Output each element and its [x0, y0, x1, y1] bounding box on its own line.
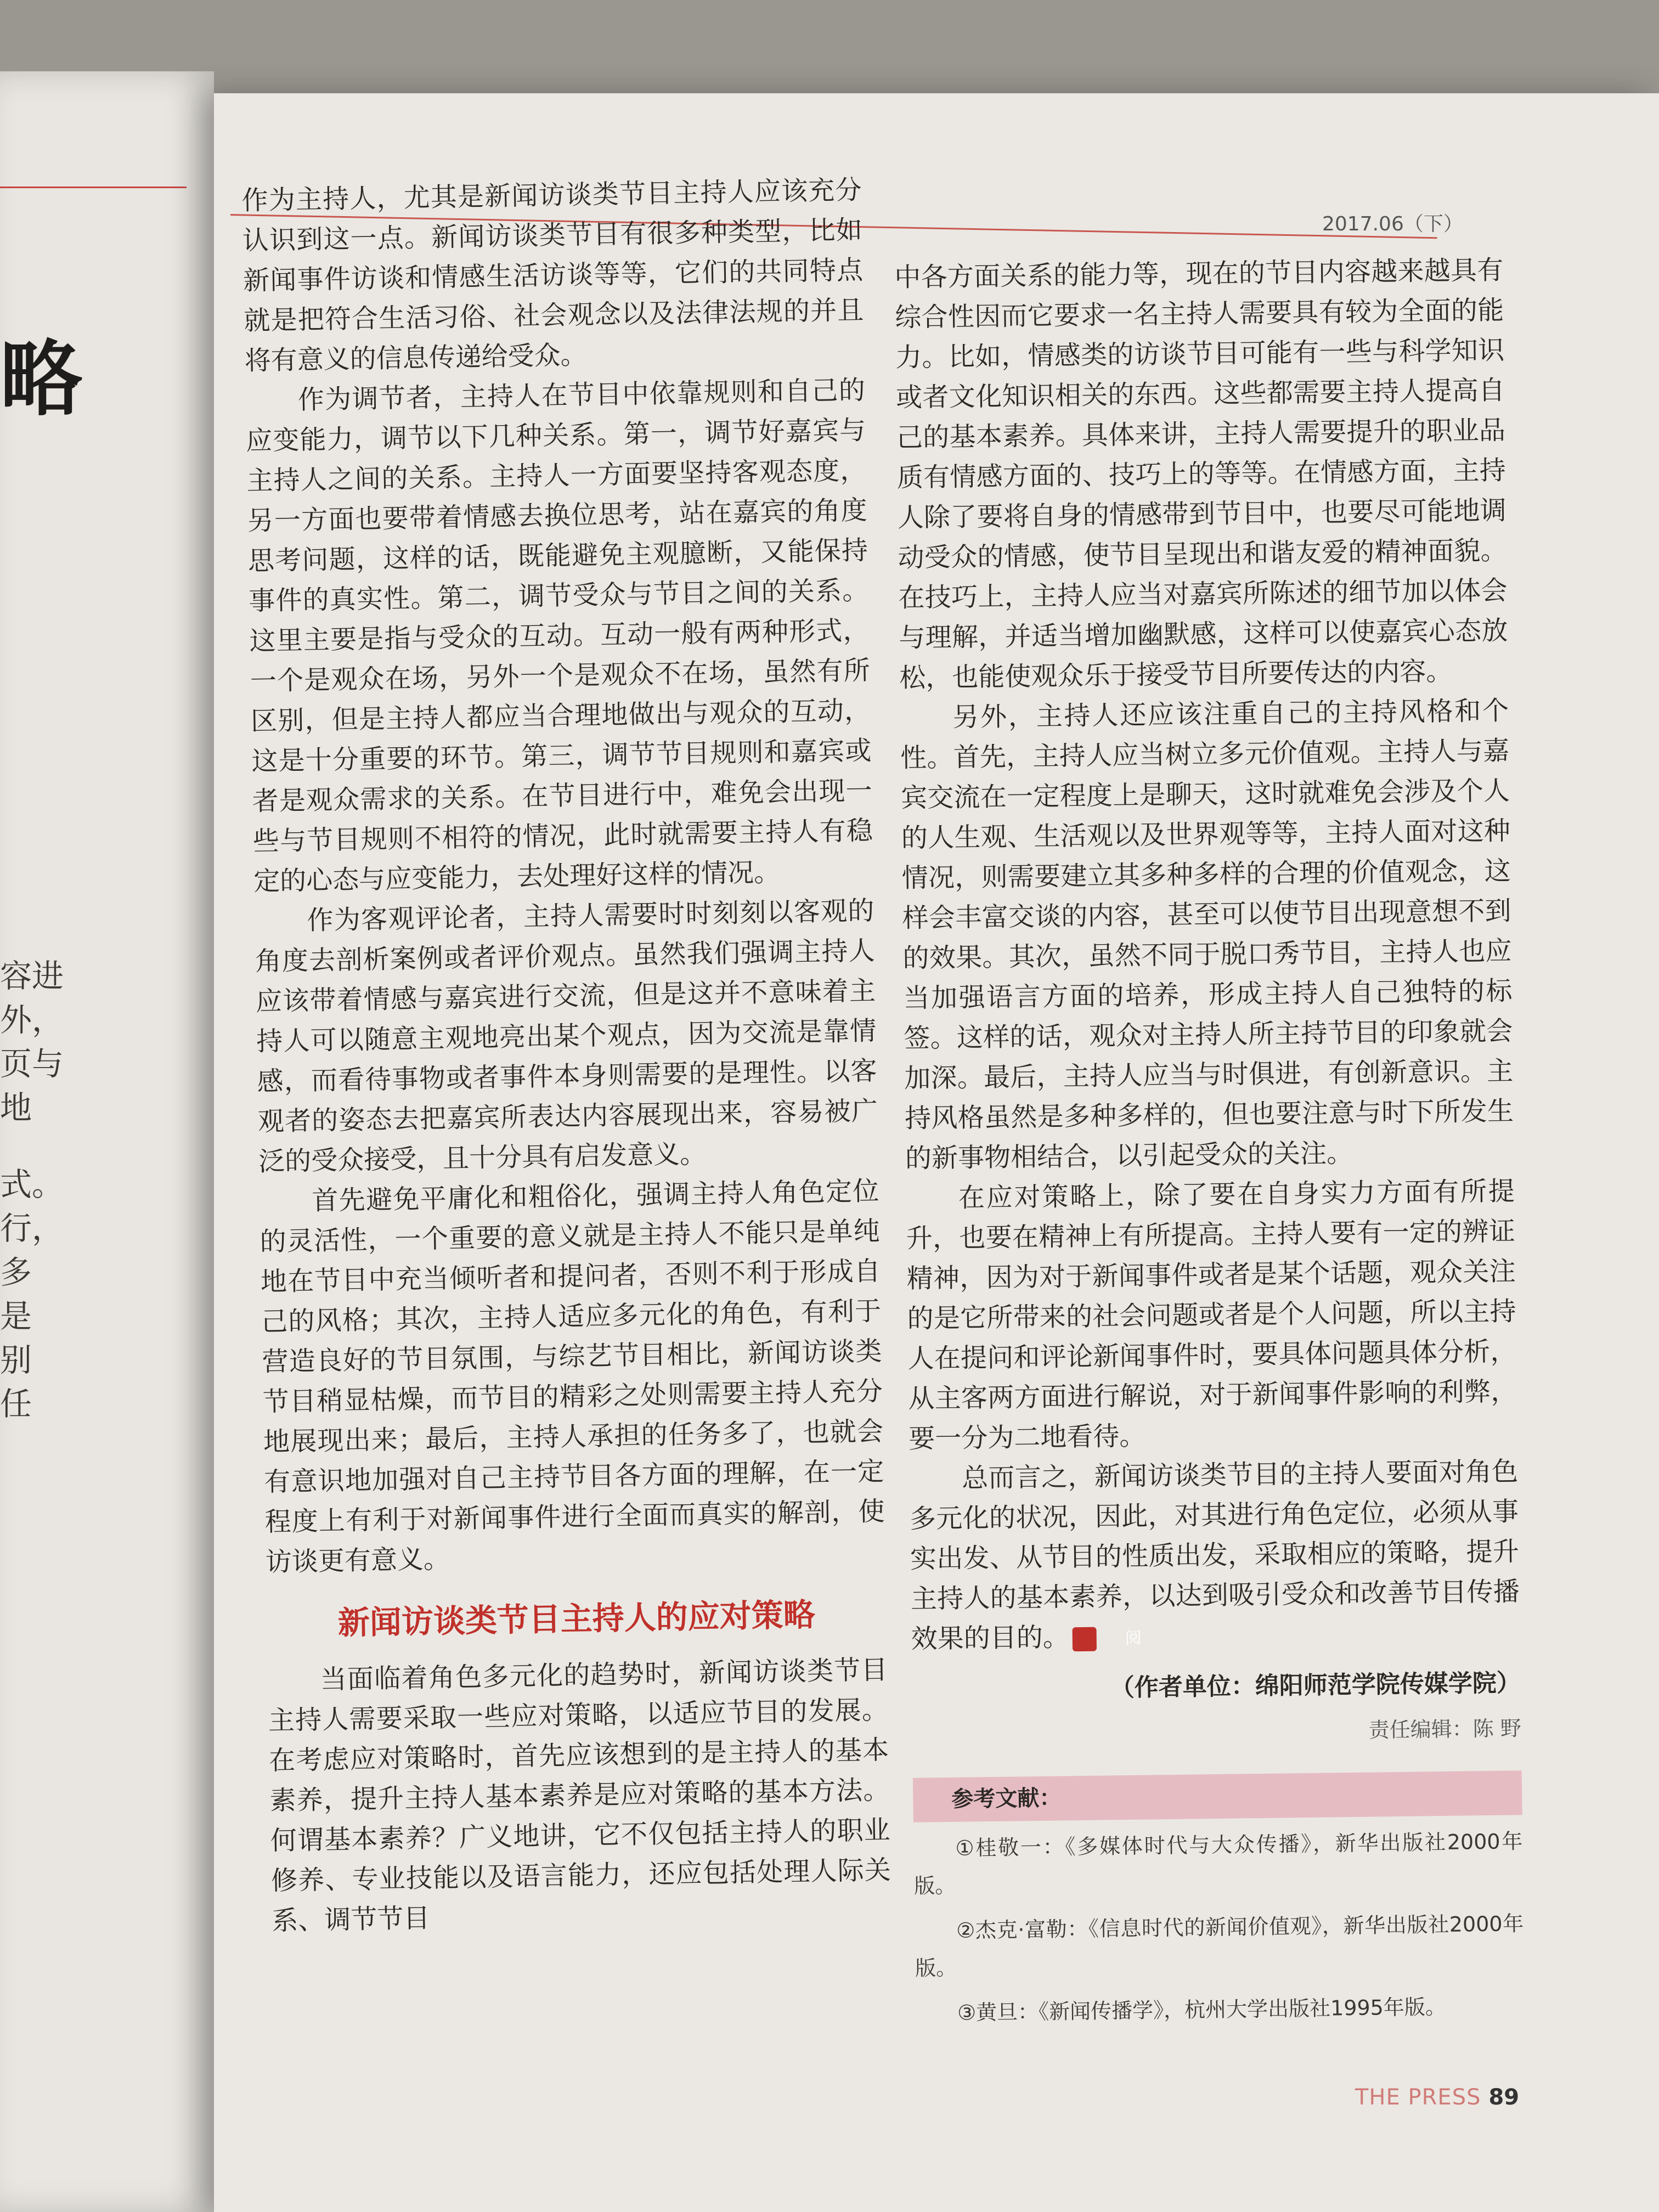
- left-page-text-fragment: 式。: [0, 1166, 64, 1203]
- right-column: [894, 250, 1525, 2032]
- left-page-text-fragment: 地: [0, 1089, 32, 1126]
- right-page: [214, 93, 1659, 2212]
- paragraph-final: [909, 1452, 1520, 1660]
- paragraph: 首先避免平庸化和粗俗化，强调主持人角色定位的灵活性，一个重要的意义就是主持人不能只是单纯地在节目中充当倾听者和提问者，否则不利于形成自己的风格；其次，主持人适应多元化的角色，有利于营造良好的节目氛围，与综艺节目相比，新闻访谈类节目稍显枯燥，而节目的精彩之处则需要主持人充分地展现出来；最后，主持人承担的任务多了，也就会有意识地加强对自己主持节目各方面的理解，在一定程度上有利于对新闻事件进行全面而真实的解剖，使访谈更有意义。: [259, 1175, 885, 1578]
- paragraph-final-text: 总而言之，新闻访谈类节目的主持人要面对角色多元化的状况，因此，对其进行角色定位，必须从事实出发、从节目的性质出发，采取相应的策略，提升主持人的基本素养，以达到吸引受众和改善节目传播效果的目的。: [909, 1456, 1520, 1655]
- page-number: 89: [1488, 2085, 1520, 2110]
- paragraph: 中各方面关系的能力等，现在的节目内容越来越具有综合性因而它要求一名主持人需要具有较为全面的能力。比如，情感类的访谈节目可能有一些与科学知识或者文化知识相关的东西。这些都需要主持人提高自己的基本素养。具体来讲，主持人需要提升的职业品质有情感方面的、技巧上的等等。在情感方面，主持人除了要将自身的情感带到节目中，也要尽可能地调动受众的情感，使节目呈现出和谐友爱的精神面貌。在技巧上，主持人应当对嘉宾所陈述的细节加以体会与理解，并适当增加幽默感，这样可以使嘉宾心态放松，也能使观众乐于接受节目所要传达的内容。: [894, 255, 1508, 693]
- left-page: [0, 71, 214, 2212]
- page-footer: [1355, 2085, 1519, 2110]
- end-mark-icon: 阅: [1073, 1627, 1097, 1651]
- left-page-text-fragment: 页与: [0, 1045, 64, 1082]
- left-page-text-fragment: 是: [0, 1297, 32, 1335]
- responsible-editor: 责任编辑：陈 野: [1368, 1716, 1522, 1742]
- author-affiliation: （作者单位：绵阳师范学院传媒学院）: [1110, 1669, 1521, 1702]
- magazine-brand: THE PRESS: [1355, 2085, 1481, 2110]
- reference-item: ②杰克·富勒：《信息时代的新闻价值观》，新华出版社2000年版。: [915, 1911, 1524, 1980]
- paragraph: 在应对策略上，除了要在自身实力方面有所提升，也要在精神上有所提高。主持人要有一定的辨证精神，因为对于新闻事件或者是某个话题，观众关注的是它所带来的社会问题或者是个人问题，所以主持人在提问和评论新闻事件时，要具体问题具体分析，从主客两方面进行解说，对于新闻事件影响的利弊，要一分为二地看待。: [906, 1176, 1517, 1454]
- left-column: [241, 170, 892, 1941]
- section-heading: 新闻访谈类节目主持人的应对策略: [337, 1596, 816, 1642]
- left-page-title-fragment: 略: [0, 331, 83, 427]
- reference-item: ③黄旦：《新闻传播学》，杭州大学出版社1995年版。: [957, 1994, 1447, 2025]
- left-page-text-fragment: 容进: [0, 957, 64, 995]
- paragraph: 另外，主持人还应该注重自己的主持风格和个性。首先，主持人应当树立多元价值观。主持人与嘉宾交流在一定程度上是聊天，这时就难免会涉及个人的人生观、生活观以及世界观等等，主持人面对这种情况，则需要建立其多种多样的合理的价值观念，这样会丰富交谈的内容，甚至可以使节目出现意想不到的效果。其次，虽然不同于脱口秀节目，主持人也应当加强语言方面的培养，形成主持人自己独特的标签。这样的话，观众对主持人所主持节目的印象就会加深。最后，主持人应当与时俱进，有创新意识。主持风格虽然是多种多样的，但也要注意与时下所发生的新事物相结合，以引起受众的关注。: [900, 695, 1514, 1174]
- paragraph: 作为主持人，尤其是新闻访谈类节目主持人应该充分认识到这一点。新闻访谈类节目有很多种类型，比如新闻事件访谈和情感生活访谈等等，它们的共同特点就是把符合生活习俗、社会观念以及法律法规的并且将有意义的信息传递给受众。: [241, 174, 864, 376]
- left-page-text-fragment: 外，: [0, 1001, 64, 1039]
- paragraph: 作为客观评论者，主持人需要时时刻刻以客观的角度去剖析案例或者评价观点。虽然我们强调主持人应该带着情感与嘉宾进行交流，但是这并不意味着主持人可以随意主观地亮出某个观点，因为交流是靠情感，而看待事物或者事件本身则需要的是理性。以客观者的姿态去把嘉宾所表达内容展现出来，容易被广泛的受众接受，且十分具有启发意义。: [255, 895, 878, 1177]
- left-page-text-fragment: 别: [0, 1341, 32, 1379]
- paragraph: 作为调节者，主持人在节目中依靠规则和自己的应变能力，调节以下几种关系。第一，调节好嘉宾与主持人之间的关系。主持人一方面要坚持客观态度，另一方面也要带着情感去换位思考，站在嘉宾的角度思考问题，这样的话，既能避免主观臆断，又能保持事件的真实性。第二，调节受众与节目之间的关系。这里主要是指与受众的互动。互动一般有两种形式，一个是观众在场，另外一个是观众不在场，虽然有所区别，但是主持人都应当合理地做出与观众的互动，这是十分重要的环节。第三，调节节目规则和嘉宾或者是观众需求的关系。在节目进行中，难免会出现一些与节目规则不相符的情况，此时就需要主持人有稳定的心态与应变能力，去处理好这样的情况。: [245, 375, 873, 897]
- left-page-text-fragment: 行，: [0, 1210, 64, 1247]
- references-heading: 参考文献：: [913, 1770, 1522, 1822]
- issue-date: 2017.06（下）: [1322, 213, 1463, 235]
- reference-item: ①桂敬一：《多媒体时代与大众传播》，新华出版社2000年版。: [913, 1829, 1523, 1898]
- left-page-rule: [0, 187, 187, 188]
- left-page-text-fragment: 多: [0, 1254, 32, 1291]
- paragraph: 当面临着角色多元化的趋势时，新闻访谈类节目主持人需要采取一些应对策略，以适应节目的发展。在考虑应对策略时，首先应该想到的是主持人的基本素养，提升主持人基本素养是应对策略的基本方法。何谓基本素养？广义地讲，它不仅包括主持人的职业修养、专业技能以及语言能力，还应包括处理人际关系、调节节目: [268, 1654, 891, 1937]
- left-page-text-fragment: 任: [0, 1385, 32, 1423]
